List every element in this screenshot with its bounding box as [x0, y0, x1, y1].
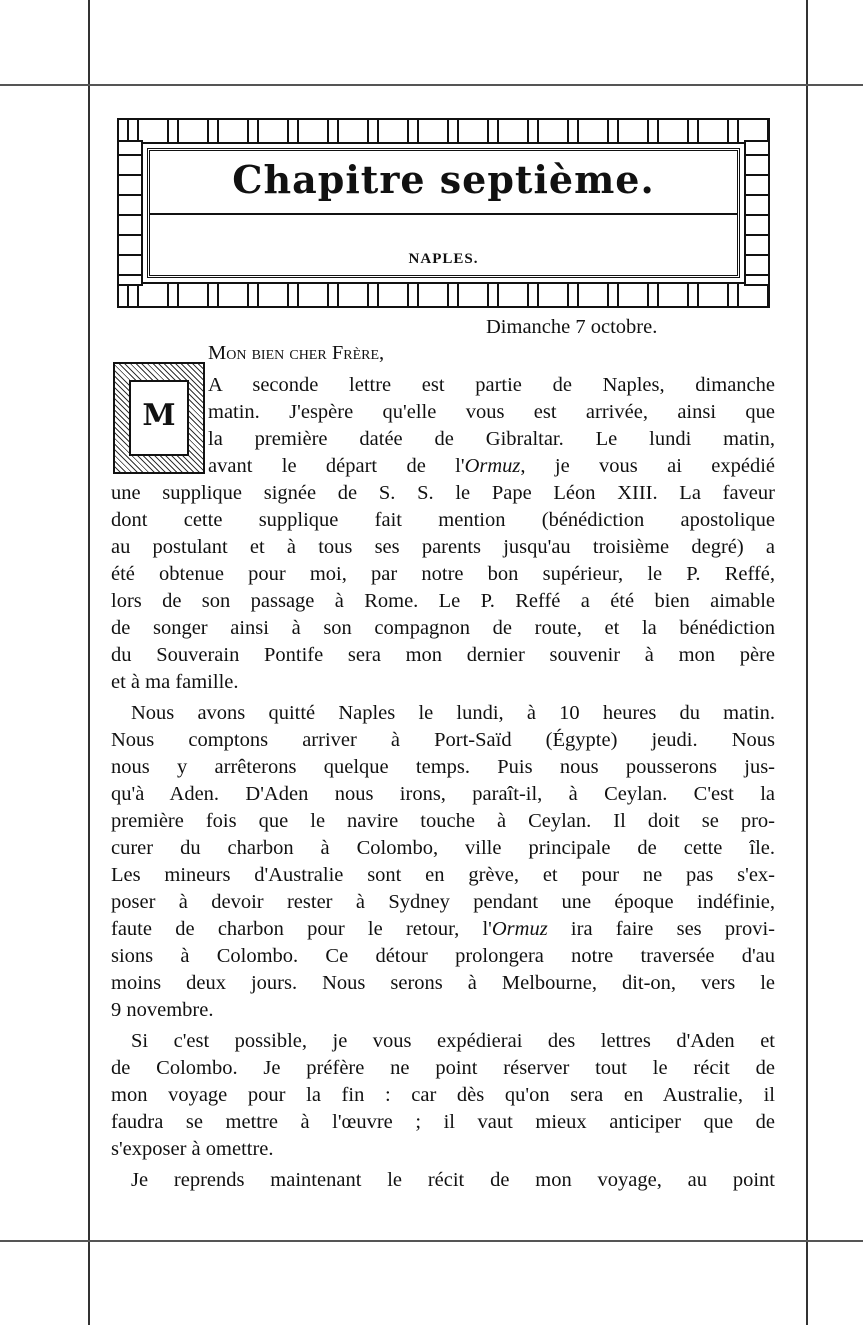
ship-name: Ormuz	[491, 918, 548, 940]
letter-date: Dimanche 7 octobre.	[486, 316, 658, 338]
page-border-right	[806, 0, 808, 1325]
text-line: une supplique signée de S. S. le Pape Léon XIII. La faveur	[111, 482, 775, 504]
text-line: de songer ainsi à son compagnon de route, et la bénédiction	[111, 617, 775, 639]
page-border-bottom	[0, 1240, 863, 1242]
text-line: lors de son passage à Rome. Le P. Reffé a été bien aimable	[111, 590, 775, 612]
text-line: qu'à Aden. D'Aden nous irons, paraît-il, à Ceylan. C'est la	[111, 783, 775, 805]
drop-cap-ornament	[113, 362, 205, 474]
text-line: Les mineurs d'Australie sont en grève, et pour ne pas s'ex-	[111, 864, 775, 886]
page-border-top	[0, 84, 863, 86]
text-line: matin. J'espère qu'elle vous est arrivée, ainsi que	[208, 401, 775, 423]
text-line: première fois que le navire touche à Ceylan. Il doit se pro-	[111, 810, 775, 832]
text-line: A seconde lettre est partie de Naples, dimanche	[208, 374, 775, 396]
text-line: et à ma famille.	[111, 671, 239, 693]
text-line: au postulant et à tous ses parents jusqu'au troisième degré) a	[111, 536, 775, 558]
text-line: Si c'est possible, je vous expédierai des lettres d'Aden et	[131, 1030, 775, 1052]
ship-name: Ormuz	[464, 455, 521, 477]
text-line: dont cette supplique fait mention (bénédiction apostolique	[111, 509, 775, 531]
ornament-top	[117, 118, 770, 144]
drop-cap-letter: M	[142, 398, 176, 433]
text-line: curer du charbon à Colombo, ville principale de cette île.	[111, 837, 775, 859]
text-line: avant le départ de l'Ormuz, je vous ai expédié	[208, 455, 775, 477]
text-line: nous y arrêterons quelque temps. Puis nous pousserons jus-	[111, 756, 775, 778]
text-line: sions à Colombo. Ce détour prolongera notre traversée d'au	[111, 945, 775, 967]
text-line: 9 novembre.	[111, 999, 214, 1021]
ornament-right	[744, 140, 770, 286]
chapter-subtitle: NAPLES.	[408, 251, 479, 267]
text-line: s'exposer à omettre.	[111, 1138, 274, 1160]
text-line: faudra se mettre à l'œuvre ; il vaut mieux anticiper que de	[111, 1111, 775, 1133]
text-line: Nous avons quitté Naples le lundi, à 10 heures du matin.	[131, 702, 775, 724]
text-line: de Colombo. Je préfère ne point réserver tout le récit de	[111, 1057, 775, 1079]
text-line: mon voyage pour la fin : car dès qu'on sera en Australie, il	[111, 1084, 775, 1106]
chapter-header-frame	[117, 118, 770, 308]
chapter-title: Chapitre septième.	[232, 157, 655, 202]
text-line: Nous comptons arriver à Port-Saïd (Égypte) jeudi. Nous	[111, 729, 775, 751]
text-line: la première datée de Gibraltar. Le lundi matin,	[208, 428, 775, 450]
text-line: Je reprends maintenant le récit de mon voyage, au point	[131, 1169, 775, 1191]
ornament-left	[117, 140, 143, 286]
text-line: moins deux jours. Nous serons à Melbourne, dit-on, vers le	[111, 972, 775, 994]
letter-salutation: Mon bien cher Frère,	[208, 342, 385, 364]
chapter-header	[147, 148, 740, 278]
text-line: du Souverain Pontife sera mon dernier souvenir à mon père	[111, 644, 775, 666]
text-line: poser à devoir rester à Sydney pendant une époque indéfinie,	[111, 891, 775, 913]
text-line: été obtenue pour moi, par notre bon supérieur, le P. Reffé,	[111, 563, 775, 585]
page-border-left	[88, 0, 90, 1325]
text-line: faute de charbon pour le retour, l'Ormuz ira faire ses provi-	[111, 918, 776, 940]
title-divider	[150, 213, 737, 215]
ornament-bottom	[117, 282, 770, 308]
